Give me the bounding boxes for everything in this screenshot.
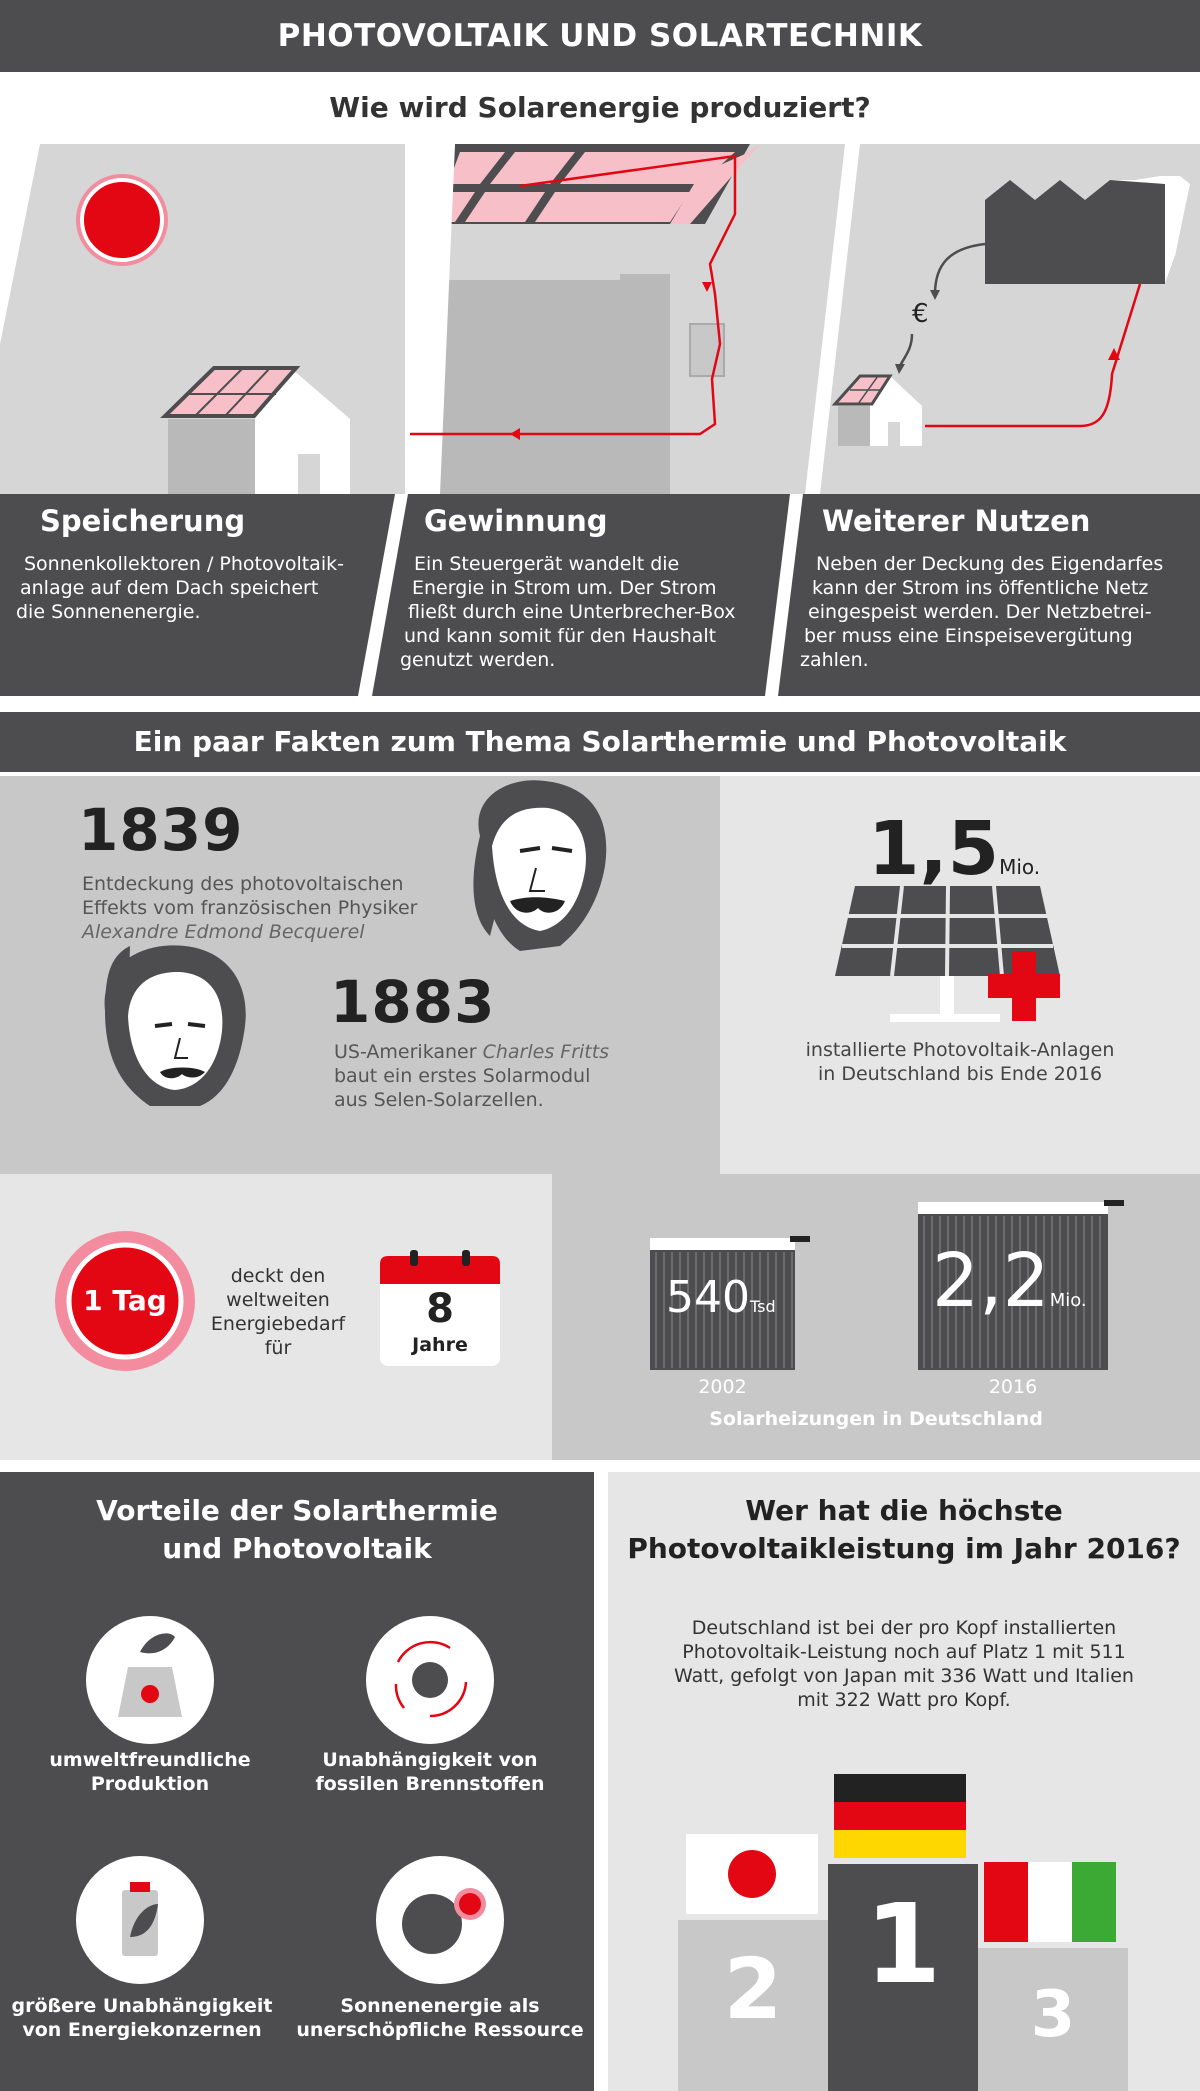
label-line: umweltfreundliche [49,1749,251,1771]
text-line: fließt durch eine Unterbrecher-Box [408,601,736,623]
advantage-independence-label [10,1994,274,2042]
advantage-fossil-label [310,1748,550,1796]
text-line: genutzt werden. [400,649,556,671]
text-line: anlage auf dem Dach speichert [20,577,319,599]
process-text-weiterer-nutzen [800,552,1164,672]
physicist-name: Alexandre Edmond Becquerel [82,921,365,943]
calendar-number: 8 [426,1286,454,1332]
calendar-unit: Jahre [412,1334,468,1356]
text-line: baut ein erstes Solarmodul [334,1065,591,1087]
text-line: Energiebedarf [210,1313,346,1335]
text-part: US-Amerikaner [334,1041,483,1063]
sun-icon [76,174,168,266]
text-line: Energie in Strom um. Der Strom [412,577,717,599]
installs-unit: Mio. [999,855,1041,879]
heater-unit: Tsd [749,1297,776,1316]
text-line: Ein Steuergerät wandelt die [414,553,680,575]
label-line: größere Unabhängigkeit [11,1995,273,2017]
heater-number: 2,2 [932,1238,1050,1324]
facts-title: Ein paar Fakten zum Thema Solarthermie und Photovoltaik [0,712,1200,772]
heater-2002-year: 2002 [698,1376,747,1398]
advantages-section [0,1472,594,2091]
text-line: installierte Photovoltaik-Anlagen [805,1039,1115,1061]
text-line: eingespeist werden. Der Netzbetrei- [808,601,1152,623]
fossil-independence-icon [366,1616,494,1744]
label-line: Unabhängigkeit von [322,1749,538,1771]
title-line: Vorteile der Solarthermie [96,1494,498,1527]
globe-sun-icon [376,1856,504,1984]
page-title: PHOTOVOLTAIK UND SOLARTECHNIK [0,0,1200,72]
installs-value [868,806,1040,892]
process-section [0,144,1200,704]
installs-text [760,1038,1160,1086]
label-line: von Energiekonzernen [22,2019,262,2041]
text-line: Deutschland ist bei der pro Kopf installierten [691,1617,1117,1639]
year-1883: 1883 [330,968,496,1036]
heater-2016-year: 2016 [988,1376,1038,1398]
text-line: für [264,1337,292,1359]
text-line: aus Selen-Solarzellen. [334,1089,544,1111]
text-line: und kann somit für den Haushalt [404,625,717,647]
heater-number: 540 [666,1272,750,1323]
eco-production-icon [86,1616,214,1744]
day-badge-label: 1 Tag [83,1284,167,1317]
heating-title: Solarheizungen in Deutschland [709,1408,1043,1430]
text-line: kann der Strom ins öffentliche Netz [812,577,1149,599]
place-1: 1 [864,1880,942,2008]
ranking-section [608,1472,1200,2091]
installs-number: 1,5 [868,806,1000,892]
text-line: Entdeckung des photovoltaischen [82,873,404,895]
fact-1883-text [334,1040,609,1112]
heater-2002-value [666,1272,776,1323]
title-line: Wer hat die höchste [745,1494,1063,1527]
process-title-speicherung: Speicherung [40,504,246,538]
title-line: Photovoltaikleistung im Jahr 2016? [627,1532,1181,1565]
text-line: Sonnenkollektoren / Photovoltaik- [24,553,344,575]
place-3: 3 [1030,1978,1076,2052]
text-line: die Sonnenenergie. [16,601,201,623]
title-line: und Photovoltaik [162,1532,432,1565]
heater-2016-value [932,1238,1087,1324]
text-line: weltweiten [226,1289,330,1311]
flag-japan-icon [686,1834,818,1914]
process-title-weiterer-nutzen: Weiterer Nutzen [822,504,1091,538]
inventor-name: Charles Fritts [482,1041,610,1063]
year-1839: 1839 [78,796,244,864]
process-text-speicherung [16,552,344,624]
text-line: Watt, gefolgt von Japan mit 336 Watt und Italien [674,1665,1134,1687]
label-line: Sonnenenergie als [340,1995,540,2017]
text-line: mit 322 Watt pro Kopf. [797,1689,1011,1711]
text-line [82,920,417,944]
flag-germany-icon [834,1774,966,1858]
text-line: Neben der Deckung des Eigendarfes [816,553,1164,575]
advantage-resource-label [290,1994,590,2042]
day-text [198,1264,358,1360]
text-line: in Deutschland bis Ende 2016 [817,1063,1103,1085]
process-title-gewinnung: Gewinnung [424,504,608,538]
text-line: ber muss eine Einspeisevergütung [804,625,1133,647]
place-2: 2 [723,1940,783,2038]
heater-unit: Mio. [1049,1290,1087,1311]
text-line: Photovoltaik-Leistung noch auf Platz 1 mit 511 [682,1641,1126,1663]
portrait-fritts-icon [105,945,246,1106]
label-line: unerschöpfliche Ressource [296,2019,584,2041]
text-line: Effekts vom französischen Physiker [82,897,418,919]
fact-1839-text [82,872,417,944]
page-subtitle: Wie wird Solarenergie produziert? [329,91,871,124]
label-line: fossilen Brennstoffen [315,1773,545,1795]
advantage-eco-label [40,1748,260,1796]
label-line: Produktion [90,1773,210,1795]
text-line [334,1040,609,1064]
text-line: zahlen. [800,649,869,671]
flag-italy-icon [984,1862,1116,1942]
euro-symbol: € [912,299,929,329]
process-text-gewinnung [400,552,736,672]
text-line: deckt den [230,1265,326,1287]
battery-leaf-icon [76,1856,204,1984]
facts-section [0,776,1200,1460]
